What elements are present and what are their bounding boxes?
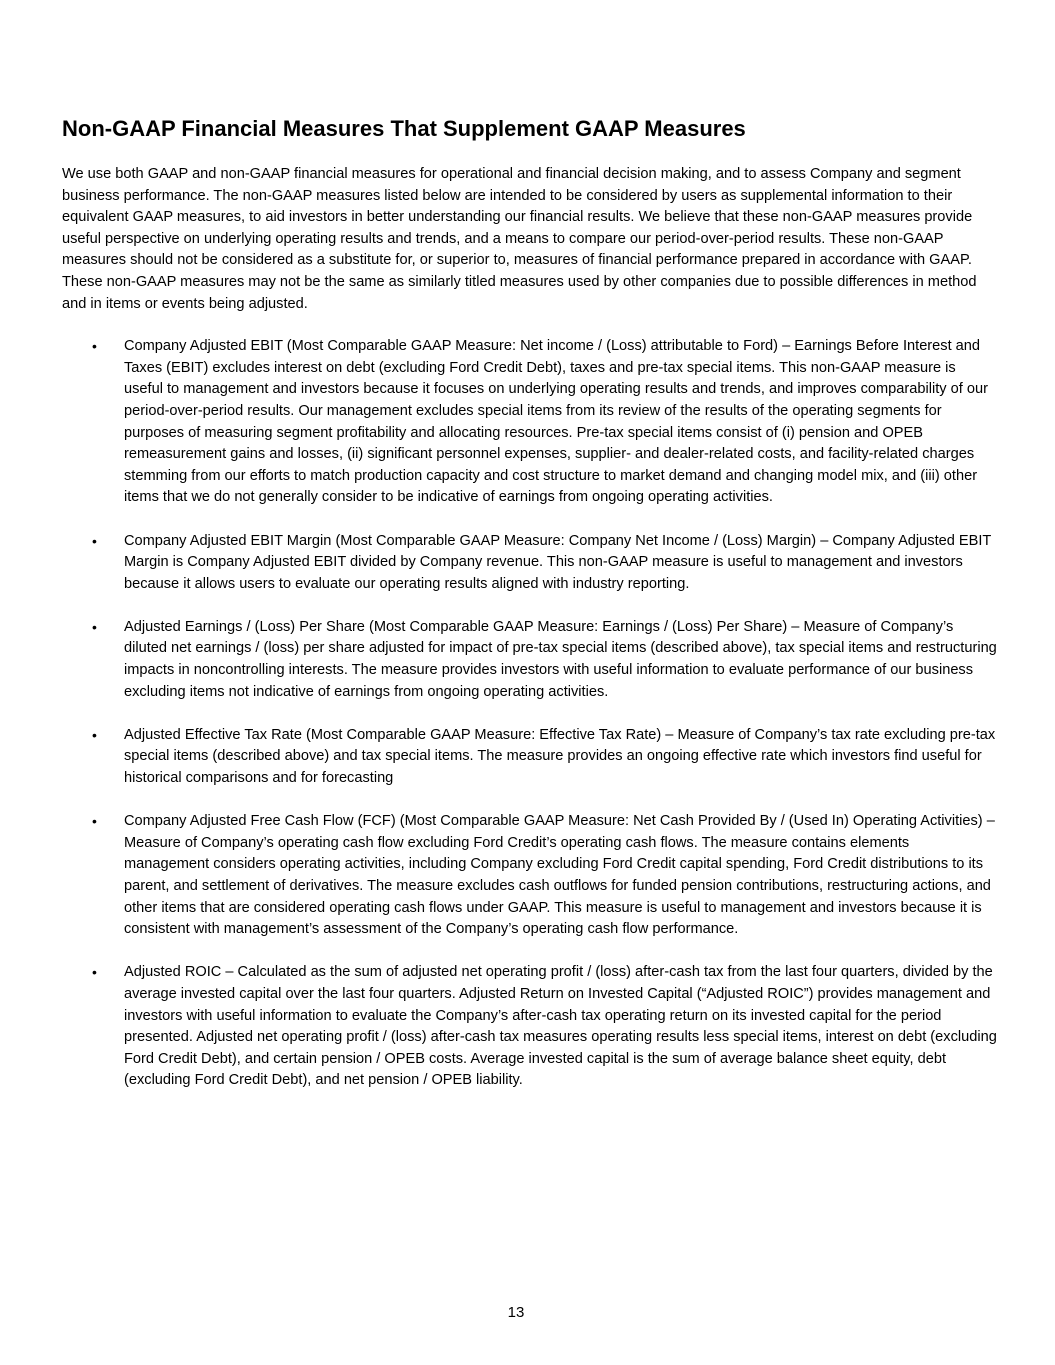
page-number: 13	[507, 1304, 525, 1321]
bullet-icon: •	[92, 964, 97, 981]
list-item-company-adjusted-ebit	[62, 336, 997, 509]
list-item-adjusted-eps	[62, 617, 997, 703]
list-item-text: Adjusted Effective Tax Rate (Most Comparable GAAP Measure: Effective Tax Rate) – Measure of Company’s tax rate excluding pre-tax special items (described above) and tax special items. The measure provides an ongoing effective rate which investors find useful for historical comparisons and for forecasting	[124, 726, 996, 787]
page-title: Non-GAAP Financial Measures That Supplement GAAP Measures	[62, 116, 746, 141]
bullet-icon: •	[92, 726, 97, 743]
list-item-adjusted-roic	[62, 962, 997, 1092]
list-item-text: Company Adjusted Free Cash Flow (FCF) (Most Comparable GAAP Measure: Net Cash Provided By / (Used In) Operating Activities) – Measure of Company’s operating cash flow excluding Ford Credit’s operating cash flows. The measure contains elements management considers operating activities, including Company excluding Ford Credit capital spending, Ford Credit distributions to its parent, and settlement of derivatives. The measure excludes cash outflows for funded pension contributions, restructuring actions, and other items that are considered operating cash flows under GAAP. This measure is useful to management and investors because it is consistent with management’s assessment of the Company’s operating cash flow performance.	[124, 813, 995, 938]
list-item-company-adjusted-fcf	[62, 811, 997, 941]
bullet-icon: •	[92, 813, 97, 830]
bullet-icon: •	[92, 532, 97, 549]
list-item-text: Adjusted Earnings / (Loss) Per Share (Most Comparable GAAP Measure: Earnings / (Loss) Per Share) – Measure of Company’s diluted net earnings / (loss) per share adjusted for impact of pre-tax special items (described above), tax special items and restructuring impacts in noncontrolling interests. The measure provides investors with useful information to evaluate performance of our business excluding items not indicative of earnings from ongoing operating activities.	[124, 618, 997, 700]
intro-paragraph: We use both GAAP and non-GAAP financial measures for operational and financial decision making, and to assess Company and segment business performance. The non-GAAP measures listed below are intended to be considered by users as supplemental information to their equivalent GAAP measures, to aid investors in better understanding our financial results. We believe that these non-GAAP measures provide useful perspective on underlying operating results and trends, and a means to compare our period-over-period results. These non-GAAP measures should not be considered as a substitute for, or superior to, measures of financial performance prepared in accordance with GAAP. These non-GAAP measures may not be the same as similarly titled measures used by other companies due to possible differences in method and in items or events being adjusted.	[62, 166, 977, 312]
list-item-company-adjusted-ebit-margin	[62, 531, 997, 596]
document-page	[62, 114, 997, 1114]
list-item-text: Company Adjusted EBIT (Most Comparable GAAP Measure: Net income / (Loss) attributable to Ford) – Earnings Before Interest and Taxes (EBIT) excludes interest on debt (excluding Ford Credit Debt), taxes and pre-tax special items. This non-GAAP measure is useful to management and investors because it focuses on underlying operating results and trends, and improves comparability of our period-over-period results. Our management excludes special items from its review of the results of the operating segments for purposes of measuring segment profitability and allocating resources. Pre-tax special items consist of (i) pension and OPEB remeasurement gains and losses, (ii) significant personnel expenses, supplier- and dealer-related costs, and facility-related charges stemming from our efforts to match production capacity and cost structure to market demand and changing model mix, and (iii) other items that we do not generally consider to be indicative of earnings from ongoing operating activities.	[124, 338, 988, 506]
list-item-text: Company Adjusted EBIT Margin (Most Comparable GAAP Measure: Company Net Income / (Loss) Margin) – Company Adjusted EBIT Margin is Company Adjusted EBIT divided by Company revenue. This non-GAAP measure is useful to management and investors because it allows users to evaluate our operating results aligned with industry reporting.	[124, 532, 992, 592]
list-item-text: Adjusted ROIC – Calculated as the sum of adjusted net operating profit / (loss) after-cash tax from the last four quarters, divided by the average invested capital over the last four quarters. Adjusted Return on Invested Capital (“Adjusted ROIC”) provides management and investors with useful information to evaluate the Company’s after-cash tax operating return on its invested capital for the period presented. Adjusted net operating profit / (loss) after-cash tax measures operating results less special items, interest on debt (excluding Ford Credit Debt), and certain pension / OPEB costs. Average invested capital is the sum of average balance sheet equity, debt (excluding Ford Credit Debt), and net pension / OPEB liability.	[124, 964, 997, 1089]
bullet-icon: •	[92, 618, 97, 635]
measures-list	[62, 336, 997, 1092]
bullet-icon: •	[92, 338, 97, 355]
list-item-adjusted-effective-tax-rate	[62, 725, 997, 790]
